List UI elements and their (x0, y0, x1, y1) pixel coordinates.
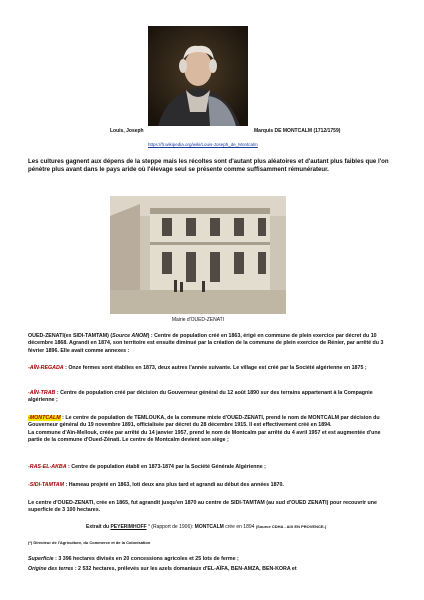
ain-trab-label: -AÏN-TRAB (28, 390, 56, 396)
extract-line: Extrait du PEYERIMHOFF * (Rapport de 1906): MONTCALM crée en 1894 (Source CDHA - AIX EN PROVENCE-) (86, 524, 327, 530)
portrait-caption-left: Louis, Joseph (110, 128, 144, 134)
portrait-image (148, 26, 248, 126)
sidi-tamtam-label: -SIDI-TAMTAM (28, 482, 64, 488)
oued-zenati-entry: OUED-ZENATI(ex SIDI-TAMTAM) (Source ANOM) : Centre de population créé en 1863, érigé en commune de plein exercice par décret du 10 décembre 1868. Agrandi en 1874, son territoire est ensuite diminué par la création de la commune de plein exercice de Rénier, par arrêté du 3 février 1896. Elle avait comme annexes : (28, 333, 384, 354)
portrait-caption-right: Marquis DE MONTCALM (1712/1759) (254, 128, 341, 134)
mairie-photo (110, 196, 286, 314)
superficie-entry: Superficie : 3 396 hectares divisés en 20 concessions agricoles et 25 lots de ferme ; (28, 556, 239, 562)
superficie-label: Superficie (28, 556, 54, 562)
photo-caption: Mairie d'OUED-ZENATI (171, 317, 225, 323)
montcalm-entry: -MONTCALM : Le centre de population de TEMLOUKA, de la commune mixte d'OUED-ZENATI, prend le nom de MONTCALM par décision du Gouverneur général du 19 novembre 1891, officialisée par décret du 28 décembre 1915. Il est effectivement créé en 1894. La commune d'Aïn-Mellouk, créée par arrêté du 14 janvier 1957, prend le nom de Montcalm par arrêté du 4 avril 1957 et est augmentée d'une partie de la commune d'Oued-Zénati. Le centre de Montcalm devient son siège ; (28, 415, 381, 444)
oued-zenati-label: OUED-ZENATI (28, 333, 64, 339)
origine-entry: Origine des terres : 2 532 hectares, prélevés sur les azels domaniaux d'EL-AÏFA, BEN-AMZA, BEN-KORA et (28, 566, 297, 572)
footnote: (*) Directeur de l'Agriculture, du Commerce et de la Colonisation (28, 540, 151, 545)
montcalm-label: -MONTCALM (28, 415, 61, 421)
sidi-tamtam-entry: -SIDI-TAMTAM : Hameau projeté en 1863, loti deux ans plus tard et agrandi au début des années 1870. (28, 482, 284, 488)
origine-label: Origine des terres (28, 566, 74, 572)
ain-regada-label: -AÏN-REGADA (28, 365, 64, 371)
ras-el-akba-entry: -RAS-EL-AKBA : Centre de population établi en 1873-1874 par la Société Générale Algérienne ; (28, 464, 266, 470)
ain-trab-entry: -AÏN-TRAB : Centre de population créé par décision du Gouverneur général du 12 août 1890 sur des terrains appartenant à la Compagnie algérienne ; (28, 390, 373, 404)
montcalm-text-2: La commune d'Aïn-Mellouk, créée par arrêté du 14 janvier 1957, prend le nom de Montcalm par arrêté du 4 avril 1957 et est augmentée d'une partie de la commune d'Oued-Zénati. Le centre de Montcalm devient son siège ; (28, 429, 381, 444)
source-anom: Source ANOM (112, 333, 148, 339)
wikipedia-link[interactable]: https://fr.wikipedia.org/wiki/Louis-Joseph_de_Montcalm (148, 142, 258, 147)
ras-el-akba-label: -RAS-EL-AKBA (28, 464, 67, 470)
centre-paragraph: Le centre d'OUED-ZENATI, crée en 1865, fut agrandit jusqu'en 1870 au centre de SIDI-TAMTAM (au sud d'OUED ZENATI) pour recouvrir une superficie de 3 100 hectares. (28, 500, 377, 514)
peyerimhoff-name: PEYERIMHOFF (110, 524, 147, 530)
intro-paragraph: Les cultures gagnent aux dépens de la steppe mais les récoltes sont d'autant plus aléatoires et d'autant plus faibles que l'on pénètre plus avant dans le pays aride où l'élevage seul se présente comme suffisamment rémunérateur. (28, 158, 389, 173)
ain-regada-entry: -AÏN-REGADA : Onze fermes sont établies en 1873, deux autres l'année suivante. Le village est créé par la Société algérienne en 1875 ; (28, 365, 367, 371)
